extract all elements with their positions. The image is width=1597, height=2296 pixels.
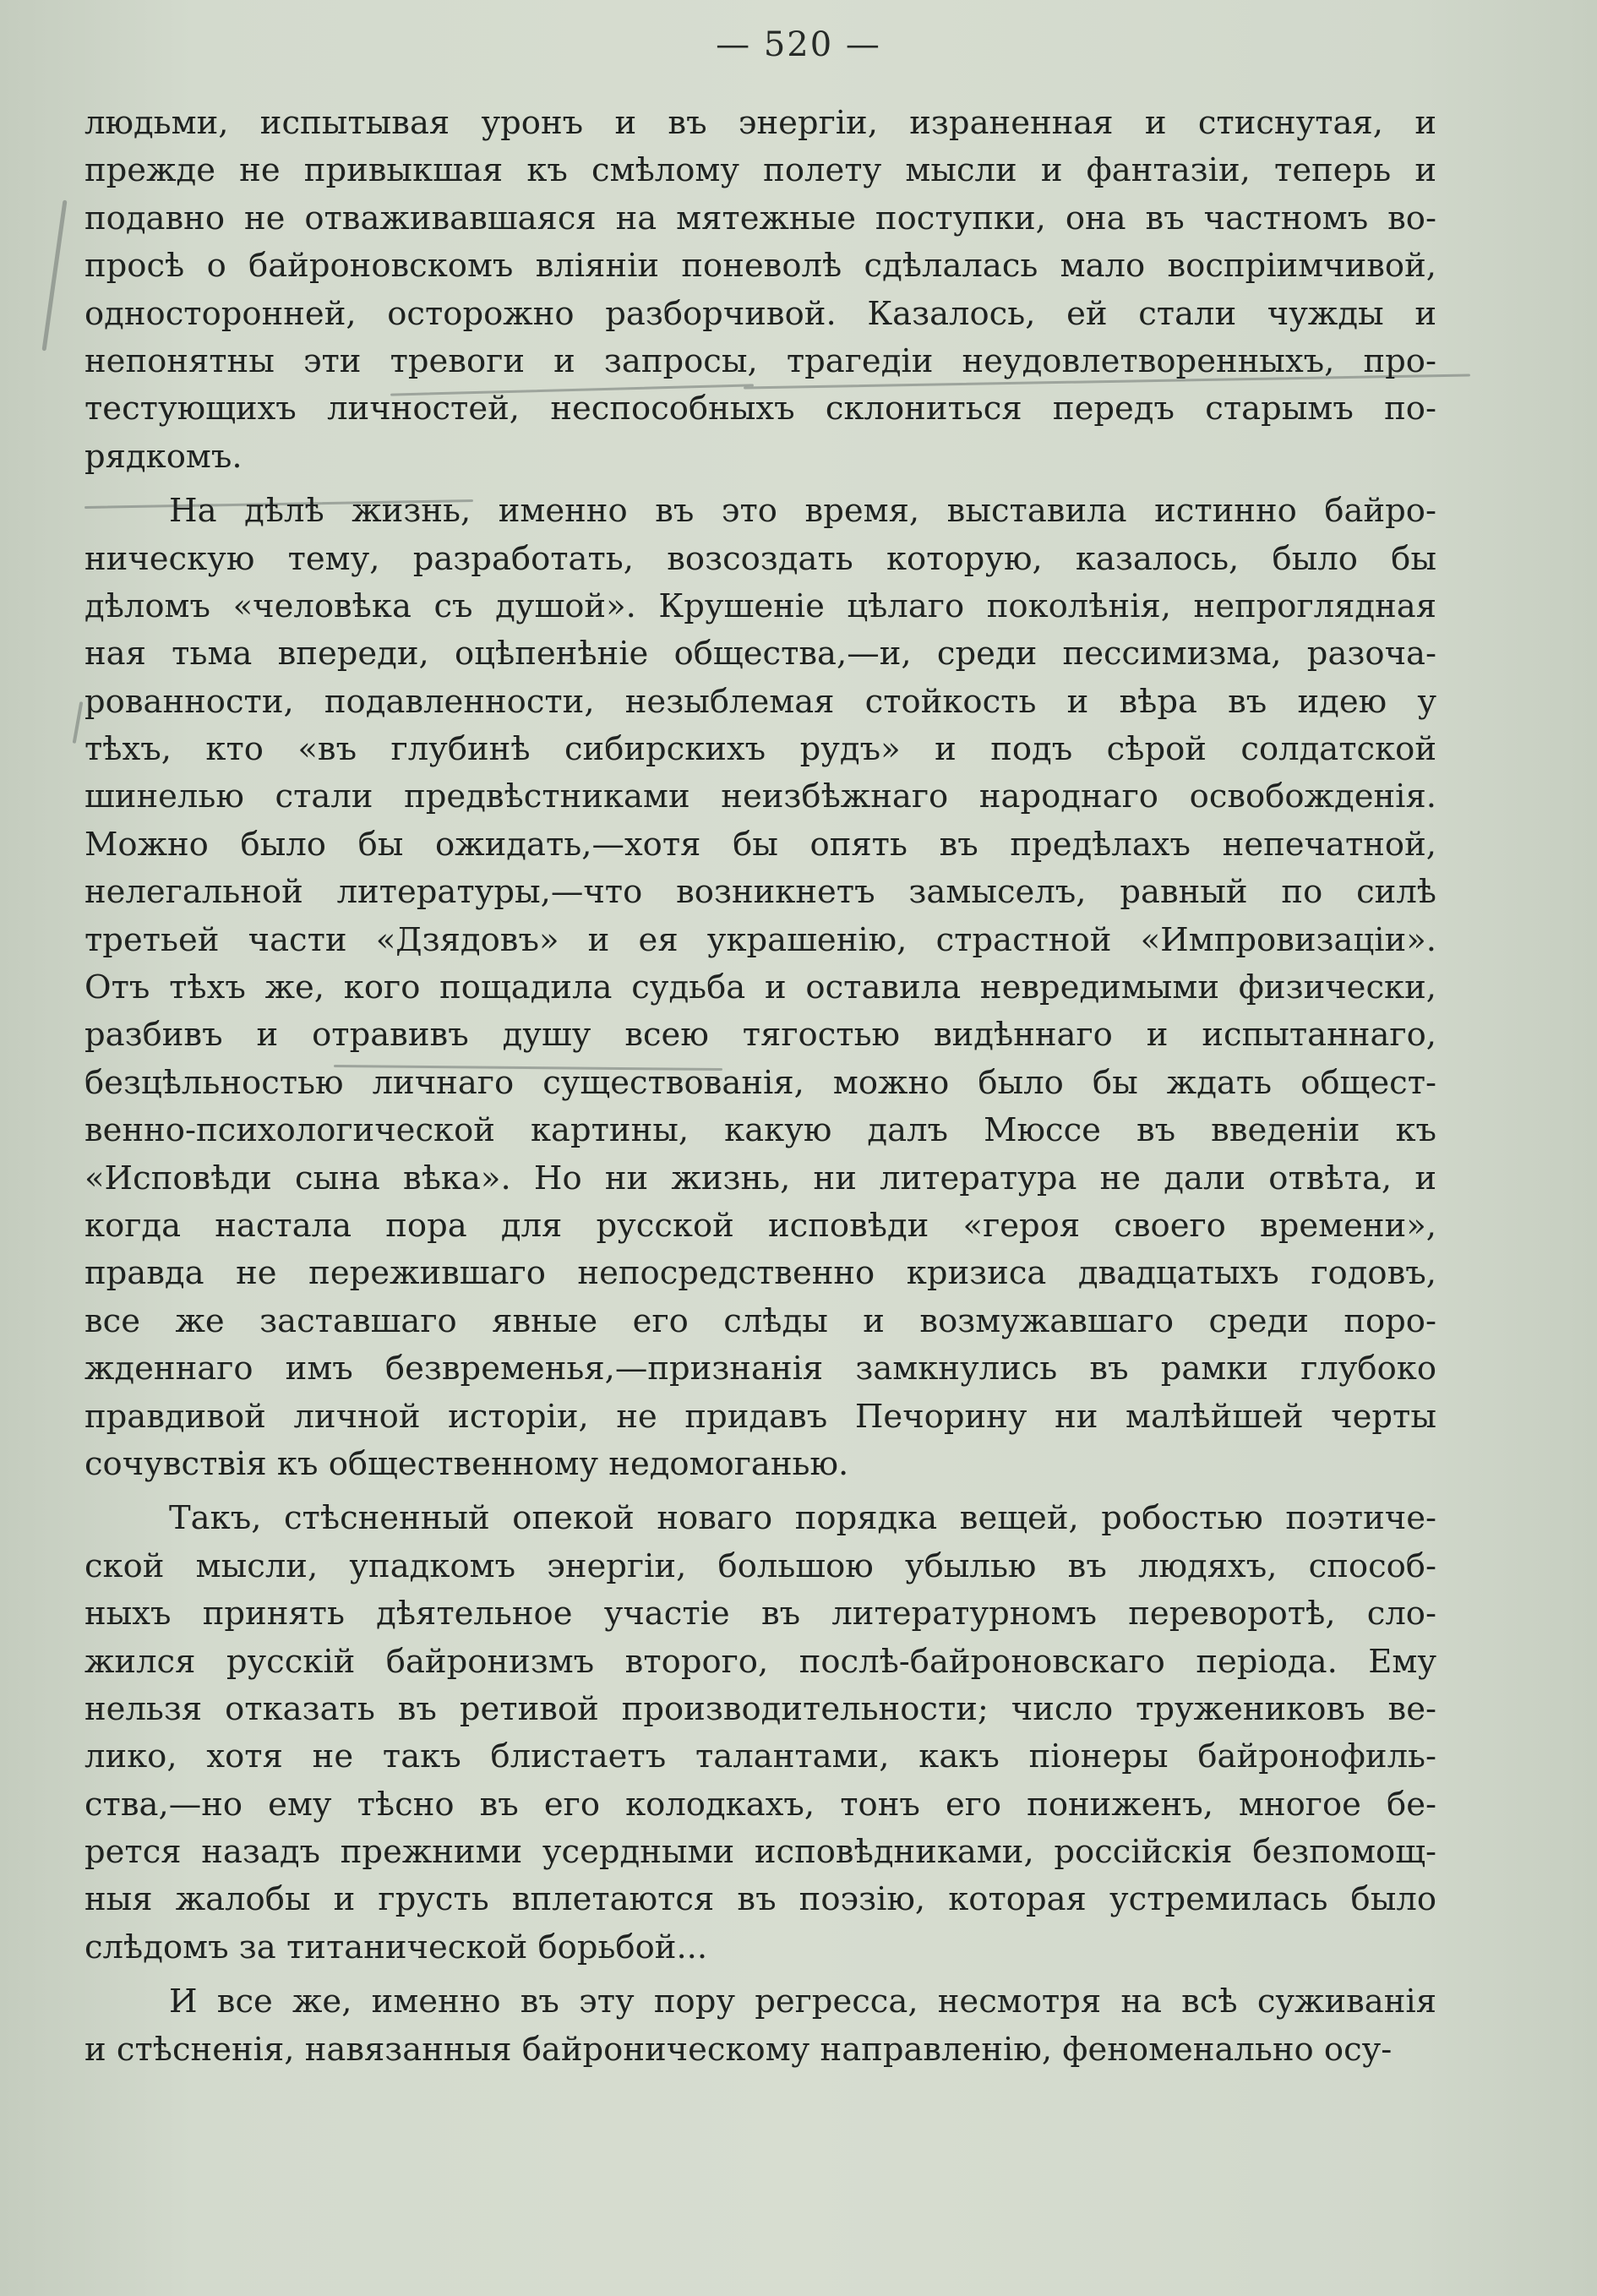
text-line: нельзя отказать въ ретивой производительности; число тружениковъ ве- [84, 1689, 1436, 1728]
text-line: рованности, подавленности, незыблемая стойкость и вѣра въ идею у [84, 682, 1436, 721]
text-line: ническую тему, разработать, возсоздать которую, казалось, было бы [84, 539, 1436, 578]
text-line: шинелью стали предвѣстниками неизбѣжнаго народнаго освобожденія. [84, 777, 1436, 816]
text-line: ныхъ принять дѣятельное участіе въ литературномъ переворотѣ, сло- [84, 1595, 1436, 1633]
paragraph [84, 488, 1436, 1488]
text-line: третьей части «Дзядовъ» и ея украшенію, страстной «Импровизаціи». [84, 920, 1436, 959]
text-line: жденнаго имъ безвременья,—признанія замкнулись въ рамки глубоко [84, 1350, 1436, 1388]
paragraph [84, 1495, 1436, 1972]
text-line: На дѣлѣ жизнь, именно въ это время, выставила истинно байро- [169, 492, 1436, 531]
text-line: непонятны эти тревоги и запросы, трагедіи неудовлетворенныхъ, про- [84, 341, 1436, 380]
text-line: правдивой личной исторіи, не придавъ Печорину ни малѣйшей черты [84, 1397, 1436, 1436]
text-line: Такъ, стѣсненный опекой новаго порядка вещей, робостью поэтиче- [169, 1499, 1436, 1538]
text-line: «Исповѣди сына вѣка». Но ни жизнь, ни литература не дали отвѣта, и [84, 1159, 1436, 1197]
text-line: людьми, испытывая уронъ и въ энергіи, израненная и стиснутая, и [84, 104, 1436, 142]
paragraph [84, 100, 1436, 481]
text-line: рется назадъ прежними усердными исповѣдниками, россійскія безпомощ- [84, 1833, 1436, 1872]
text-line: подавно не отваживавшаяся на мятежные поступки, она въ частномъ во- [84, 199, 1436, 237]
text-line: жился русскій байронизмъ второго, послѣ-байроновскаго періода. Ему [84, 1642, 1436, 1681]
text-line: все же заставшаго явные его слѣды и возмужавшаго среди поро- [84, 1301, 1436, 1340]
text-line: разбивъ и отравивъ душу всею тягостью видѣннаго и испытаннаго, [84, 1016, 1436, 1055]
text-line: Можно было бы ожидать,—хотя бы опять въ предѣлахъ непечатной, [84, 825, 1436, 864]
text-line: лико, хотя не такъ блистаетъ талантами, какъ піонеры байронофиль- [84, 1737, 1436, 1776]
pencil-margin-mark [73, 701, 84, 744]
text-line: безцѣльностью личнаго существованія, можно было бы ждать общест- [84, 1063, 1436, 1102]
text-line: ской мысли, упадкомъ энергіи, большою убылью въ людяхъ, способ- [84, 1546, 1436, 1585]
body-text [84, 100, 1436, 2074]
paragraph [84, 1978, 1436, 2074]
text-line: прежде не привыкшая къ смѣлому полету мысли и фантазіи, теперь и [84, 151, 1436, 190]
pencil-margin-mark [41, 200, 67, 352]
text-line: сочувствія къ общественному недомоганью. [84, 1444, 849, 1483]
text-line: просѣ о байроновскомъ вліяніи поневолѣ сдѣлалась мало воспріимчивой, [84, 247, 1436, 286]
text-line: односторонней, осторожно разборчивой. Казалось, ей стали чужды и [84, 294, 1436, 333]
text-line: ства,—но ему тѣсно въ его колодкахъ, тонъ его пониженъ, многое бе- [84, 1785, 1436, 1824]
text-line: венно-психологической картины, какую далъ Мюссе въ введеніи къ [84, 1111, 1436, 1150]
text-line: Отъ тѣхъ же, кого пощадила судьба и оставила невредимыми физически, [84, 968, 1436, 1007]
text-line: И все же, именно въ эту пору регресса, несмотря на всѣ суживанія [169, 1982, 1436, 2021]
text-line: тестующихъ личностей, неспособныхъ склониться передъ старымъ по- [84, 390, 1436, 428]
page-number: — 520 — [716, 25, 881, 64]
text-line: слѣдомъ за титанической борьбой... [84, 1928, 708, 1966]
text-line: нелегальной литературы,—что возникнетъ замыселъ, равный по силѣ [84, 873, 1436, 912]
text-line: рядкомъ. [84, 437, 243, 476]
text-line: дѣломъ «человѣка съ душой». Крушеніе цѣлаго поколѣнія, непроглядная [84, 586, 1436, 625]
text-line: когда настала пора для русской исповѣди «героя своего времени», [84, 1206, 1436, 1245]
text-line: правда не пережившаго непосредственно кризиса двадцатыхъ годовъ, [84, 1254, 1436, 1293]
text-line: и стѣсненія, навязанныя байроническому направленію, феноменально осу- [84, 2030, 1393, 2069]
text-line: тѣхъ, кто «въ глубинѣ сибирскихъ рудъ» и подъ сѣрой солдатской [84, 730, 1436, 769]
text-line: ныя жалобы и грусть вплетаются въ поэзію, которая устремилась было [84, 1880, 1436, 1919]
text-line: ная тьма впереди, оцѣпенѣніе общества,—и, среди пессимизма, разоча- [84, 635, 1436, 674]
